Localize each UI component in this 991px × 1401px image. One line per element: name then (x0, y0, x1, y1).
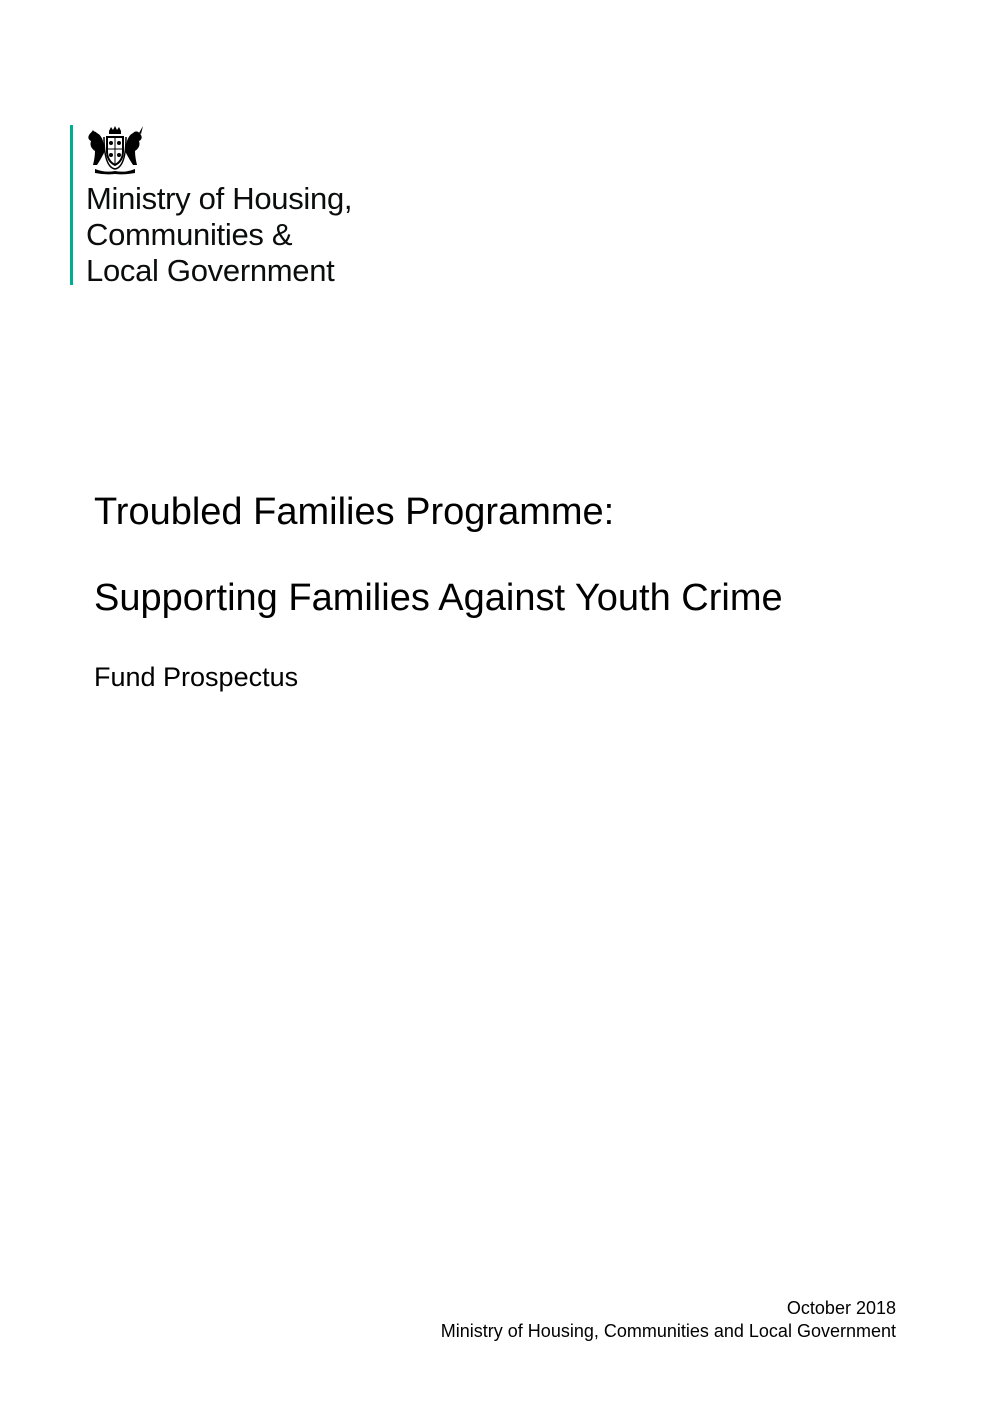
royal-coat-of-arms-icon (85, 125, 145, 175)
department-logo (70, 125, 390, 288)
document-type: Fund Prospectus (94, 662, 299, 692)
document-title: Troubled Families Programme: (94, 491, 615, 533)
organisation-name (86, 181, 352, 289)
organisation-name-line: Local Government (86, 253, 335, 288)
publication-footer (441, 1297, 896, 1343)
organisation-name-line: Communities & (86, 217, 293, 252)
organisation-name-line: Ministry of Housing, (86, 181, 353, 216)
document-subtitle: Supporting Families Against Youth Crime (94, 577, 783, 619)
logo-accent-rule (70, 125, 73, 285)
publisher-name: Ministry of Housing, Communities and Local Government (440, 1321, 896, 1341)
publication-date: October 2018 (786, 1298, 896, 1318)
